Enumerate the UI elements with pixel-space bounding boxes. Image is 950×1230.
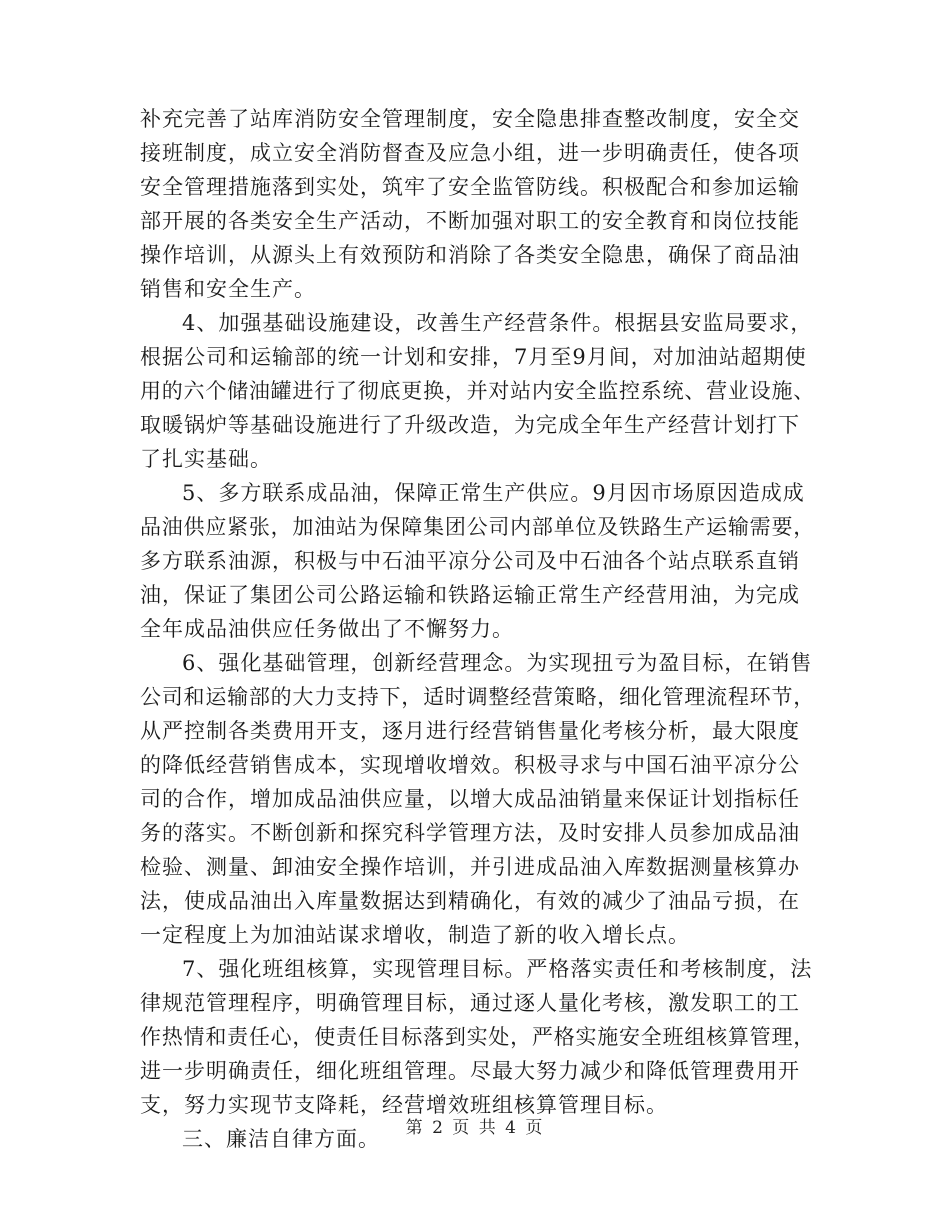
text-line: 安全管理措施落到实处，筑牢了安全监管防线。积极配合和参加运输 bbox=[140, 175, 800, 199]
text-line: 一定程度上为加油站谋求增收，制造了新的收入增长点。 bbox=[140, 923, 690, 947]
text-line: 用的六个储油罐进行了彻底更换，并对站内安全监控系统、营业设施、 bbox=[140, 379, 815, 403]
text-line: 公司和运输部的大力支持下，适时调整经营策略，细化管理流程环节， bbox=[140, 685, 815, 709]
text-line: 律规范管理程序，明确管理目标，通过逐人量化考核，激发职工的工 bbox=[140, 991, 800, 1015]
text-line: 根据公司和运输部的统一计划和安排，7月至9月间，对加油站超期使 bbox=[140, 345, 807, 369]
text-line: 的降低经营销售成本，实现增收增效。积极寻求与中国石油平凉分公 bbox=[140, 753, 800, 777]
page-number-footer: 第 2 页 共 4 页 bbox=[405, 1118, 545, 1138]
text-line: 销售和安全生产。 bbox=[140, 277, 316, 301]
text-line: 了扎实基础。 bbox=[140, 447, 272, 471]
paragraph-5-first-line: 5、多方联系成品油，保障正常生产供应。9月因市场原因造成成 bbox=[182, 481, 805, 505]
text-line: 油，保证了集团公司公路运输和铁路运输正常生产经营用油，为完成 bbox=[140, 583, 800, 607]
text-line: 全年成品油供应任务做出了不懈努力。 bbox=[140, 617, 514, 641]
text-line: 补充完善了站库消防安全管理制度，安全隐患排查整改制度，安全交 bbox=[140, 107, 800, 131]
text-line: 多方联系油源，积极与中石油平凉分公司及中石油各个站点联系直销 bbox=[140, 549, 800, 573]
text-line: 品油供应紧张，加油站为保障集团公司内部单位及铁路生产运输需要， bbox=[140, 515, 815, 539]
text-line: 检验、测量、卸油安全操作培训，并引进成品油入库数据测量核算办 bbox=[140, 855, 800, 879]
text-line: 从严控制各类费用开支，逐月进行经营销售量化考核分析，最大限度 bbox=[140, 719, 800, 743]
text-line: 部开展的各类安全生产活动，不断加强对职工的安全教育和岗位技能 bbox=[140, 209, 800, 233]
text-line: 作热情和责任心，使责任目标落到实处，严格实施安全班组核算管理， bbox=[140, 1025, 815, 1049]
text-line: 支，努力实现节支降耗，经营增效班组核算管理目标。 bbox=[140, 1093, 668, 1117]
text-line: 务的落实。不断创新和探究科学管理方法，及时安排人员参加成品油 bbox=[140, 821, 800, 845]
text-line: 接班制度，成立安全消防督查及应急小组，进一步明确责任，使各项 bbox=[140, 141, 800, 165]
text-line: 法，使成品油出入库量数据达到精确化，有效的减少了油品亏损，在 bbox=[140, 889, 800, 913]
text-line: 操作培训，从源头上有效预防和消除了各类安全隐患，确保了商品油 bbox=[140, 243, 800, 267]
paragraph-7-first-line: 7、强化班组核算，实现管理目标。严格落实责任和考核制度，法 bbox=[182, 957, 813, 981]
paragraph-4-first-line: 4、加强基础设施建设，改善生产经营条件。根据县安监局要求， bbox=[182, 311, 813, 335]
text-line: 进一步明确责任，细化班组管理。尽最大努力减少和降低管理费用开 bbox=[140, 1059, 800, 1083]
paragraph-6-first-line: 6、强化基础管理，创新经营理念。为实现扭亏为盈目标，在销售 bbox=[182, 651, 813, 675]
section-heading: 三、廉洁自律方面。 bbox=[182, 1127, 380, 1151]
text-line: 司的合作，增加成品油供应量，以增大成品油销量来保证计划指标任 bbox=[140, 787, 800, 811]
text-line: 取暖锅炉等基础设施进行了升级改造，为完成全年生产经营计划打下 bbox=[140, 413, 800, 437]
